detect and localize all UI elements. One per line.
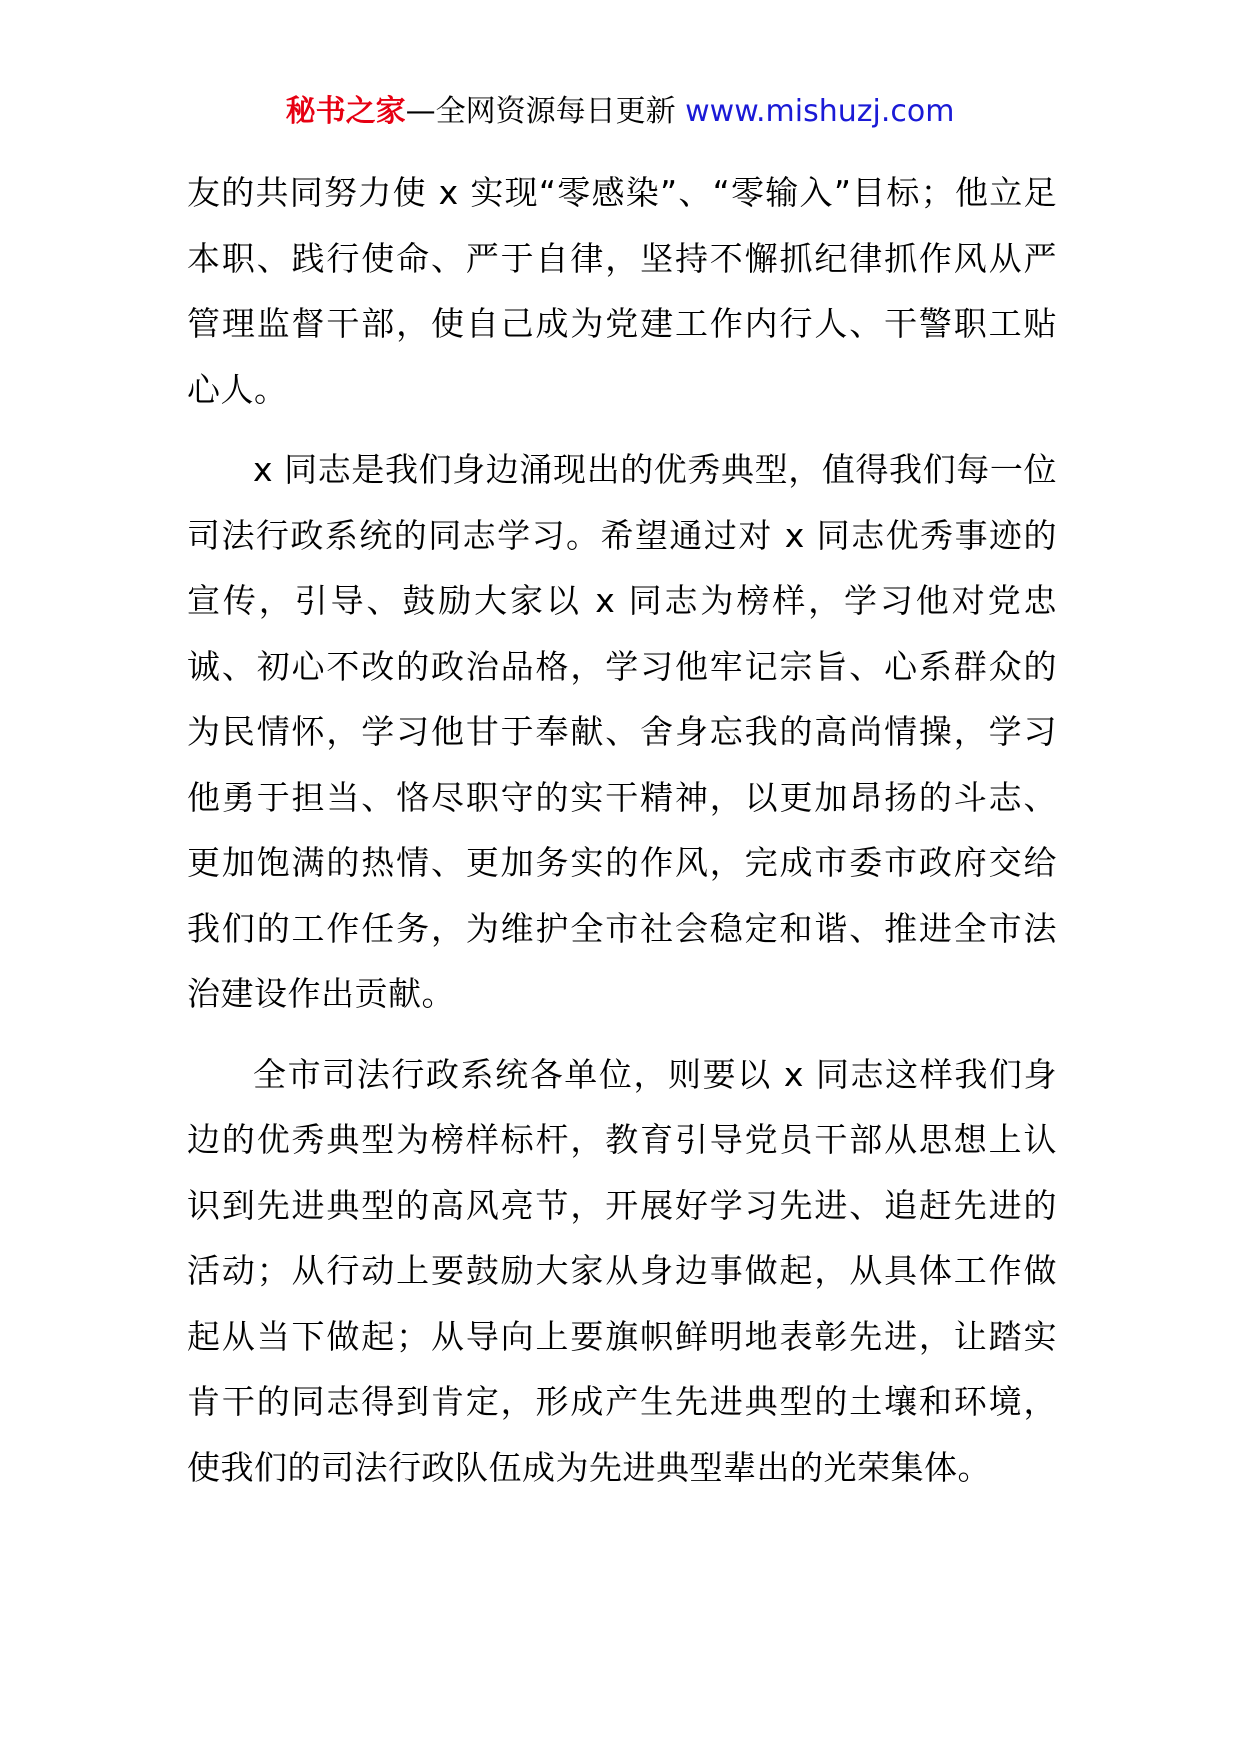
paragraph-call-to-action: 全市司法行政系统各单位，则要以 x 同志这样我们身边的优秀典型为榜样标杆，教育引导党员干部从思想上认识到先进典型的高风亮节，开展好学习先进、追赶先进的活动；从行动上要鼓励大家从身边事做起，从具体工作做起从当下做起；从导向上要旗帜鲜明地表彰先进，让踏实肯干的同志得到肯定，形成产生先进典型的土壤和环境，使我们的司法行政队伍成为先进典型辈出的光荣集体。 [187, 1054, 1057, 1487]
brand-name: 秘书之家 [285, 94, 406, 129]
paragraph-continued: 友的共同努力使 x 实现“零感染”、“零输入”目标；他立足本职、践行使命、严于自律，坚持不懈抓纪律抓作风从严管理监督干部，使自己成为党建工作内行人、干警职工贴心人。 [187, 173, 1057, 409]
paragraph-exemplar: x 同志是我们身边涌现出的优秀典型，值得我们每一位司法行政系统的同志学习。希望通过对 x 同志优秀事迹的宣传，引导、鼓励大家以 x 同志为榜样，学习他对党忠诚、初心不改的政治品格，学习他牢记宗旨、心系群众的为民情怀，学习他甘于奉献、舍身忘我的高尚情操，学习他勇于担当、恪尽职守的实干精神，以更加昂扬的斗志、更加饱满的热情、更加务实的作风，完成市委市政府交给我们的工作任务，为维护全市社会稳定和谐、推进全市法治建设作出贡献。 [187, 450, 1057, 1013]
page-header [0, 92, 1240, 132]
header-tagline: —全网资源每日更新 [405, 94, 676, 129]
document-body [187, 160, 1057, 1500]
site-url-link[interactable]: www.mishuzj.com [685, 94, 955, 129]
